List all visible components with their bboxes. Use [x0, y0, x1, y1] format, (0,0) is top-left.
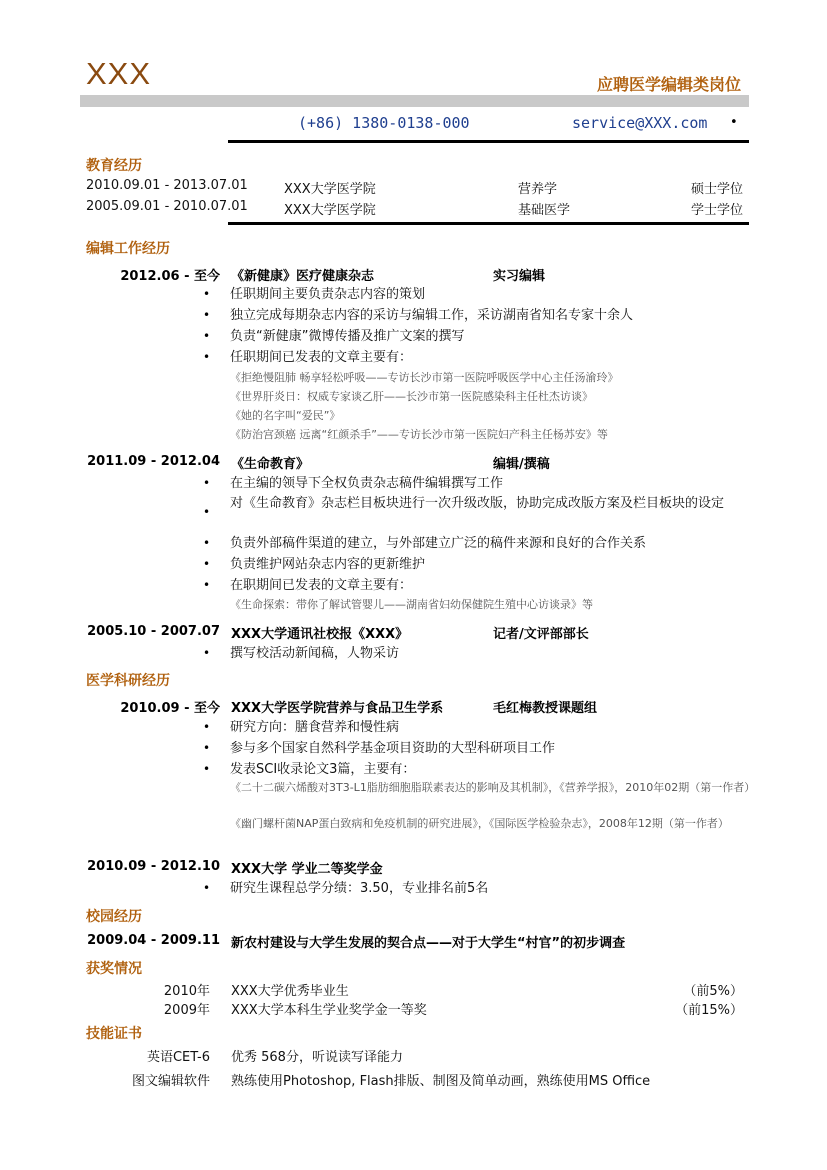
- job-bullet: 在职期间已发表的文章主要有：: [230, 578, 413, 593]
- bullet-icon: •: [203, 476, 211, 490]
- edu-degree: 学士学位: [690, 203, 743, 218]
- job-org: 《生命教育》: [231, 457, 310, 472]
- job-bullet: 撰写校活动新闻稿，人物采访: [230, 646, 400, 661]
- section-divider: [228, 222, 749, 225]
- edu-date: 2005.09.01 - 2010.07.01: [86, 199, 248, 214]
- scholarship-name: XXX大学 学业二等奖学金: [231, 862, 383, 877]
- job-role: 编辑/撰稿: [493, 457, 550, 472]
- bullet-icon: •: [203, 536, 211, 550]
- section-title-editing: 编辑工作经历: [86, 241, 170, 257]
- bullet-icon: •: [203, 881, 211, 895]
- job-role: 实习编辑: [493, 269, 546, 284]
- edu-school: XXX大学医学院: [284, 182, 376, 197]
- bullet-icon: •: [203, 646, 211, 660]
- section-title-education: 教育经历: [86, 158, 142, 174]
- award-year: 2010年: [163, 984, 210, 999]
- job-role: 记者/文评部部长: [493, 627, 589, 642]
- edu-major: 基础医学: [518, 203, 571, 218]
- award-rank: （前5%）: [683, 984, 743, 999]
- edu-school: XXX大学医学院: [284, 203, 376, 218]
- job-bullet: 任职期间主要负责杂志内容的策划: [230, 287, 426, 302]
- bullet-icon: •: [203, 762, 211, 776]
- skill-label: 英语CET-6: [146, 1050, 210, 1065]
- article-ref: 《生命探索：带你了解试管婴儿——湖南省妇幼保健院生殖中心访谈录》等: [230, 598, 593, 611]
- edu-degree: 硕士学位: [690, 182, 743, 197]
- email-address: service@XXX.com: [572, 114, 708, 132]
- skill-text: 熟练使用Photoshop, Flash排版、制图及简单动画，熟练使用MS Office: [231, 1074, 651, 1089]
- bullet-dot-icon: •: [730, 115, 738, 130]
- section-title-campus: 校园经历: [86, 909, 142, 925]
- research-bullet: 参与多个国家自然科学基金项目资助的大型科研项目工作: [230, 741, 556, 756]
- scholarship-bullet: 研究生课程总学分绩：3.50，专业排名前5名: [230, 881, 489, 896]
- research-bullet: 研究方向：膳食营养和慢性病: [230, 720, 400, 735]
- campus-project: 新农村建设与大学生发展的契合点——对于大学生“村官”的初步调查: [231, 936, 626, 951]
- job-bullet: 在主编的领导下全权负责杂志稿件编辑撰写工作: [230, 476, 504, 491]
- job-bullet: 独立完成每期杂志内容的采访与编辑工作，采访湖南省知名专家十余人: [230, 308, 634, 323]
- phone-number: (+86) 1380-0138-000: [298, 114, 470, 132]
- header-gray-bar: [80, 95, 749, 107]
- header-divider: [228, 140, 749, 143]
- bullet-icon: •: [203, 308, 211, 322]
- campus-date: 2009.04 - 2009.11: [87, 933, 220, 948]
- bullet-icon: •: [203, 505, 211, 519]
- paper-ref: 《幽门螺杆菌NAP蛋白致病和免疫机制的研究进展》，《国际医学检验杂志》，2008年12期（第一作者）: [230, 817, 729, 830]
- bullet-icon: •: [203, 329, 211, 343]
- skill-text: 优秀 568分，听说读写译能力: [231, 1050, 403, 1065]
- award-name: XXX大学优秀毕业生: [231, 984, 349, 999]
- research-date: 2010.09 - 至今: [120, 701, 220, 716]
- bullet-icon: •: [203, 287, 211, 301]
- edu-date: 2010.09.01 - 2013.07.01: [86, 178, 248, 193]
- skill-label: 图文编辑软件: [131, 1074, 210, 1089]
- article-ref: 《世界肝炎日：权威专家谈乙肝——长沙市第一医院感染科主任杜杰访谈》: [230, 390, 593, 403]
- section-title-awards: 获奖情况: [86, 961, 142, 977]
- award-rank: （前15%）: [675, 1003, 743, 1018]
- bullet-icon: •: [203, 557, 211, 571]
- job-date: 2011.09 - 2012.04: [87, 454, 220, 469]
- paper-ref: 《二十二碳六烯酸对3T3-L1脂肪细胞脂联素表达的影响及其机制》，《营养学报》，2010年02期（第一作者）: [230, 781, 756, 794]
- section-title-skills: 技能证书: [86, 1026, 142, 1042]
- job-org: XXX大学通讯社校报《XXX》: [231, 627, 409, 642]
- award-year: 2009年: [163, 1003, 210, 1018]
- job-date: 2012.06 - 至今: [120, 269, 220, 284]
- article-ref: 《拒绝慢阻肺 畅享轻松呼吸——专访长沙市第一医院呼吸医学中心主任汤渝玲》: [230, 371, 619, 384]
- bullet-icon: •: [203, 578, 211, 592]
- job-date: 2005.10 - 2007.07: [87, 624, 220, 639]
- job-bullet: 负责外部稿件渠道的建立，与外部建立广泛的稿件来源和良好的合作关系: [230, 536, 647, 551]
- target-position: 应聘医学编辑类岗位: [596, 75, 741, 94]
- job-bullet: 对《生命教育》杂志栏目板块进行一次升级改版，协助完成改版方案及栏目板块的设定: [230, 496, 725, 511]
- bullet-icon: •: [203, 741, 211, 755]
- job-bullet: 负责维护网站杂志内容的更新维护: [230, 557, 426, 572]
- bullet-icon: •: [203, 350, 211, 364]
- job-bullet: 任职期间已发表的文章主要有：: [230, 350, 413, 365]
- candidate-name: XXX: [86, 56, 152, 91]
- job-bullet: 负责“新健康”微博传播及推广文案的撰写: [230, 329, 465, 344]
- scholarship-date: 2010.09 - 2012.10: [87, 859, 220, 874]
- section-title-research: 医学科研经历: [86, 673, 170, 689]
- award-name: XXX大学本科生学业奖学金一等奖: [231, 1003, 427, 1018]
- research-group: 毛红梅教授课题组: [493, 701, 598, 716]
- article-ref: 《她的名字叫“爱民”》: [230, 409, 341, 422]
- edu-major: 营养学: [518, 182, 558, 197]
- job-org: 《新健康》医疗健康杂志: [231, 269, 375, 284]
- research-org: XXX大学医学院营养与食品卫生学系: [231, 701, 444, 716]
- bullet-icon: •: [203, 720, 211, 734]
- research-bullet: 发表SCI收录论文3篇，主要有：: [230, 762, 416, 777]
- article-ref: 《防治宫颈癌 远离“红颜杀手”——专访长沙市第一医院妇产科主任杨苏安》等: [230, 428, 608, 441]
